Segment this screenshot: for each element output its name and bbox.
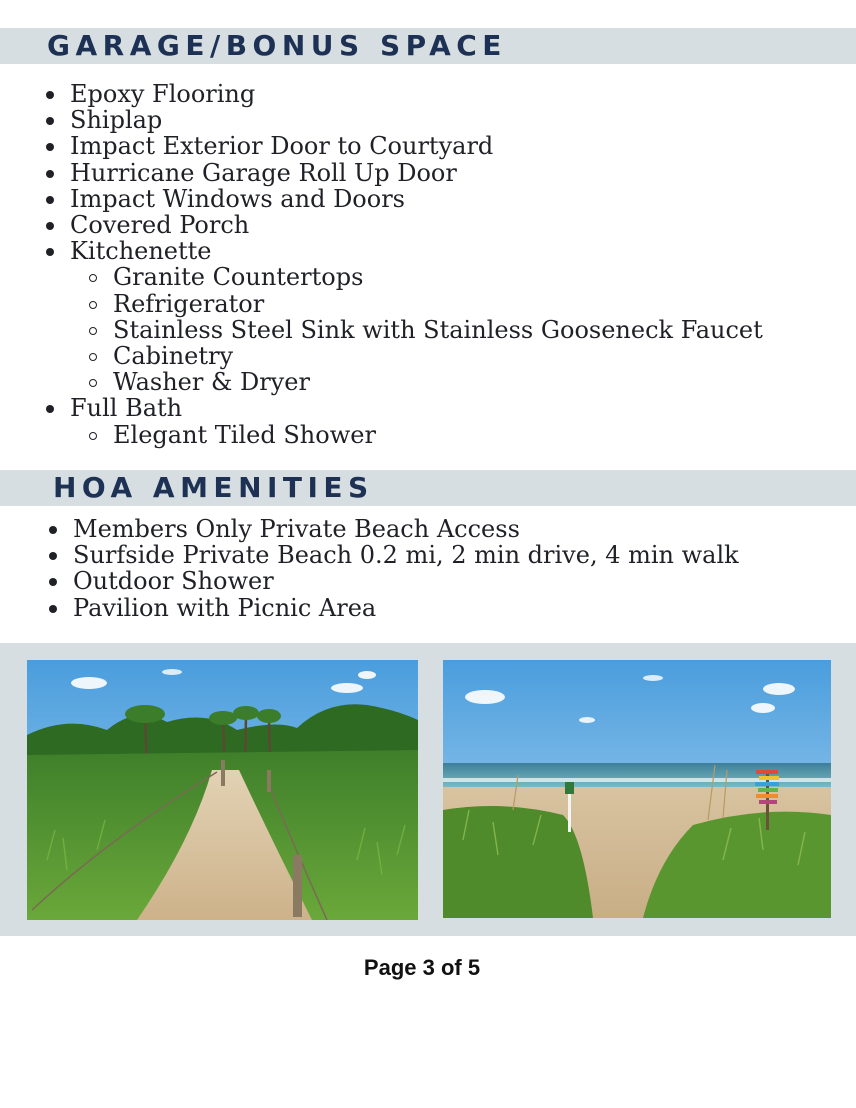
list-item: Epoxy Flooring — [41, 81, 763, 107]
list-item: Refrigerator — [84, 291, 763, 317]
garage-section-title: GARAGE/BONUS SPACE — [47, 29, 507, 62]
list-item: Covered Porch — [41, 212, 763, 238]
list-item: Elegant Tiled Shower — [84, 422, 763, 448]
list-item: Cabinetry — [84, 343, 763, 369]
list-item: Members Only Private Beach Access — [44, 516, 739, 542]
page-number: Page 3 of 5 — [363, 955, 481, 980]
list-item: Pavilion with Picnic Area — [44, 595, 739, 621]
list-item: Impact Windows and Doors — [41, 186, 763, 212]
list-item: Washer & Dryer — [84, 369, 763, 395]
kitchenette-sub-list — [70, 264, 763, 395]
garage-feature-list — [41, 81, 763, 448]
bath-sub-list — [70, 422, 763, 448]
list-item: Hurricane Garage Roll Up Door — [41, 160, 763, 186]
list-item: Outdoor Shower — [44, 568, 739, 594]
list-item: Shiplap — [41, 107, 763, 133]
beach-access-illustration — [443, 660, 831, 918]
beach-access-photo — [443, 660, 831, 918]
garage-section-band — [0, 28, 856, 64]
hoa-section-title: HOA AMENITIES — [53, 471, 374, 504]
kitchenette-label: Kitchenette — [70, 237, 212, 266]
list-item: Impact Exterior Door to Courtyard — [41, 133, 763, 159]
list-item: Stainless Steel Sink with Stainless Gooseneck Faucet — [84, 317, 763, 343]
list-item — [41, 395, 763, 447]
list-item: Surfside Private Beach 0.2 mi, 2 min drive, 4 min walk — [44, 542, 739, 568]
photo-band — [0, 643, 856, 936]
sandy-path-photo — [27, 660, 418, 920]
full-bath-label: Full Bath — [70, 394, 183, 423]
list-item — [41, 238, 763, 395]
hoa-amenity-list — [44, 516, 739, 621]
hoa-section-band — [0, 470, 856, 506]
list-item: Granite Countertops — [84, 264, 763, 290]
sandy-path-illustration — [27, 660, 418, 920]
